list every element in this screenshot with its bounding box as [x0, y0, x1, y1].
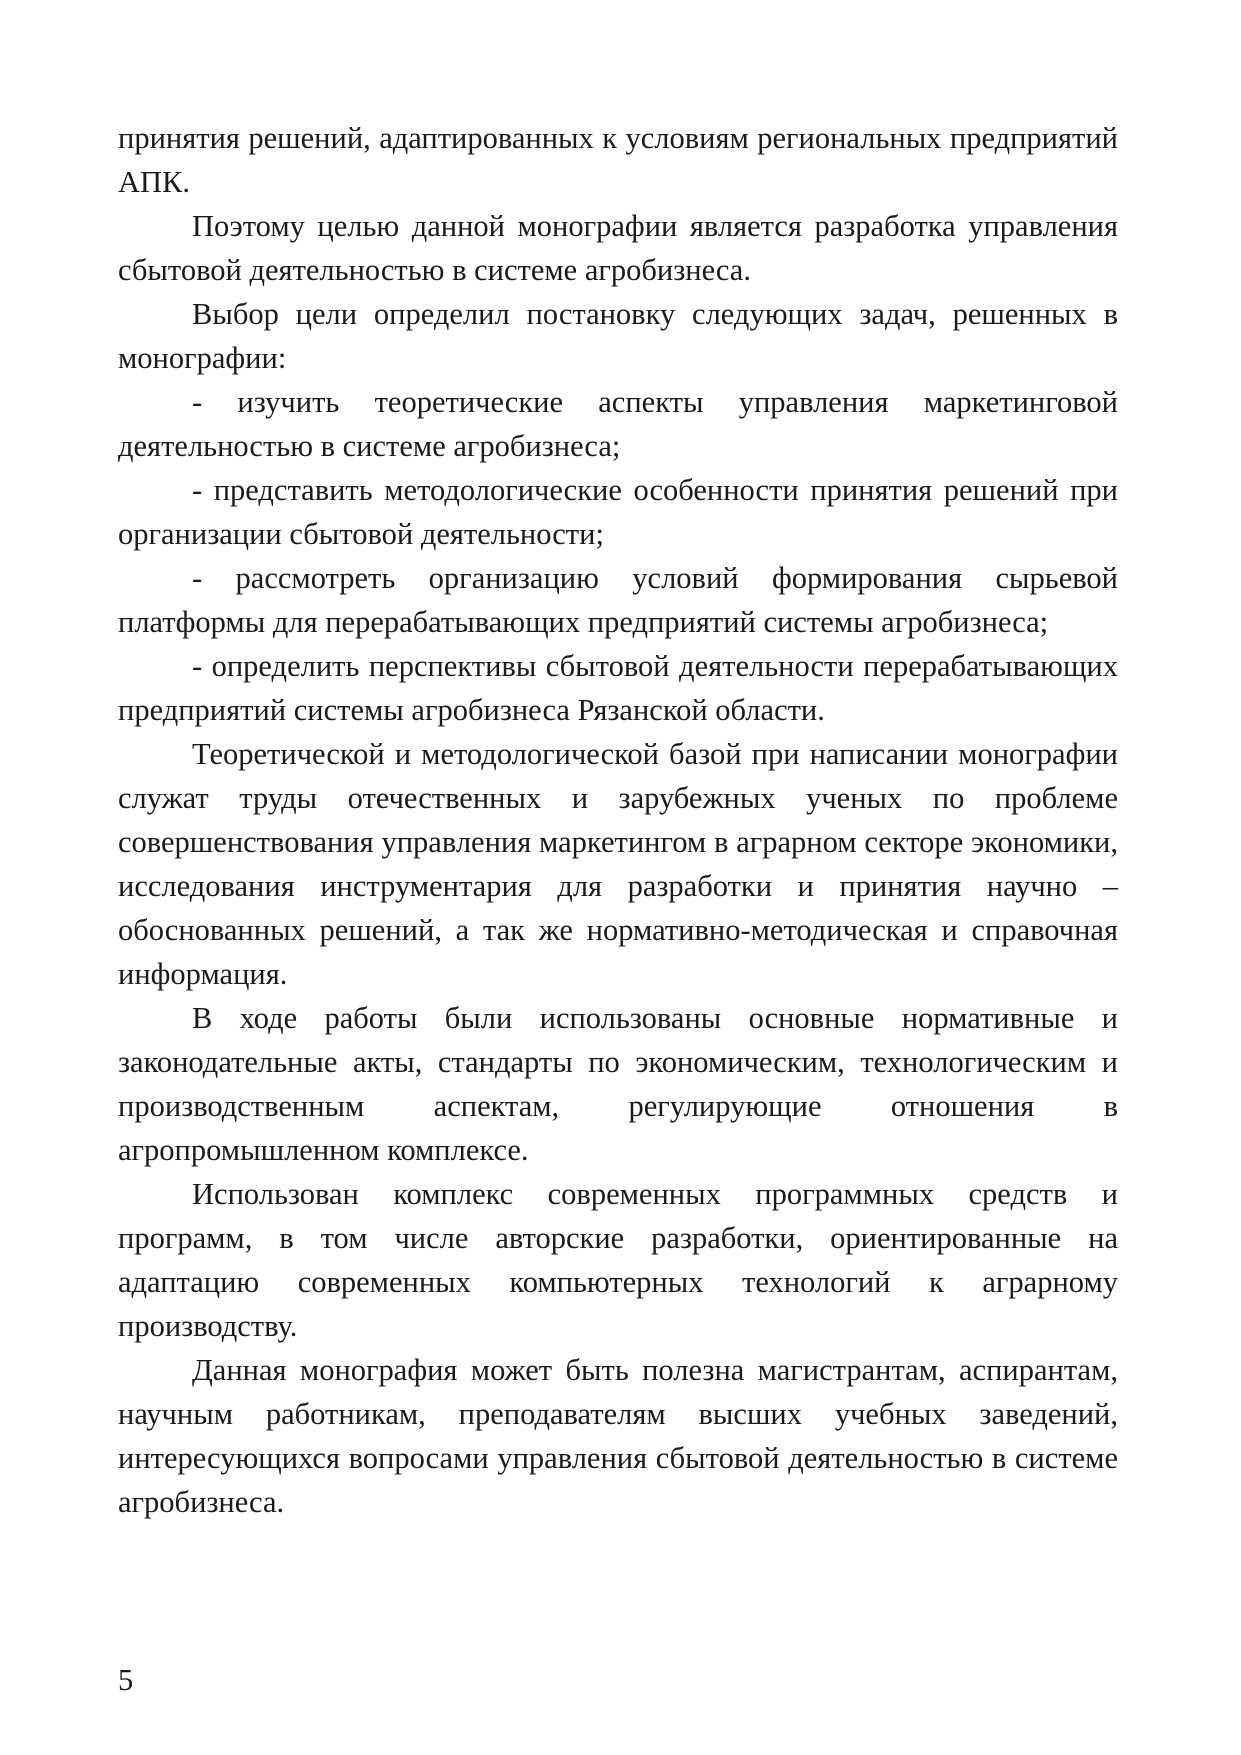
paragraph: - представить методологические особенности принятия решений при организации сбытовой деятельности; — [118, 473, 1118, 551]
document-body — [118, 116, 1118, 1524]
paragraph: Данная монография может быть полезна магистрантам, аспирантам, научным работникам, преподавателям высших учебных заведений, интересующихся вопросами управления сбытовой деятельностью в системе агробизнеса. — [118, 1353, 1118, 1519]
paragraph: Выбор цели определил постановку следующих задач, решенных в монографии: — [118, 297, 1118, 375]
paragraph: Использован комплекс современных программных средств и программ, в том числе авторские разработки, ориентированные на адаптацию современных компьютерных технологий к аграрному производству. — [118, 1177, 1118, 1343]
paragraph: Теоретической и методологической базой при написании монографии служат труды отечественных и зарубежных ученых по проблеме совершенствования управления маркетингом в аграрном секторе экономики, исследования инструментария для разработки и принятия научно – обоснованных решений, а так же нормативно-методическая и справочная информация. — [118, 737, 1118, 991]
paragraph: В ходе работы были использованы основные нормативные и законодательные акты, стандарты по экономическим, технологическим и производственным аспектам, регулирующие отношения в агропромышленном комплексе. — [118, 1001, 1118, 1167]
paragraph: - изучить теоретические аспекты управления маркетинговой деятельностью в системе агробизнеса; — [118, 385, 1118, 463]
paragraph: - рассмотреть организацию условий формирования сырьевой платформы для перерабатывающих предприятий системы агробизнеса; — [118, 561, 1118, 639]
page-number: 5 — [118, 1663, 134, 1697]
paragraph: принятия решений, адаптированных к условиям региональных предприятий АПК. — [118, 121, 1118, 199]
paragraph: Поэтому целью данной монографии является разработка управления сбытовой деятельностью в системе агробизнеса. — [118, 209, 1118, 287]
paragraph: - определить перспективы сбытовой деятельности перерабатывающих предприятий системы агробизнеса Рязанской области. — [118, 649, 1118, 727]
